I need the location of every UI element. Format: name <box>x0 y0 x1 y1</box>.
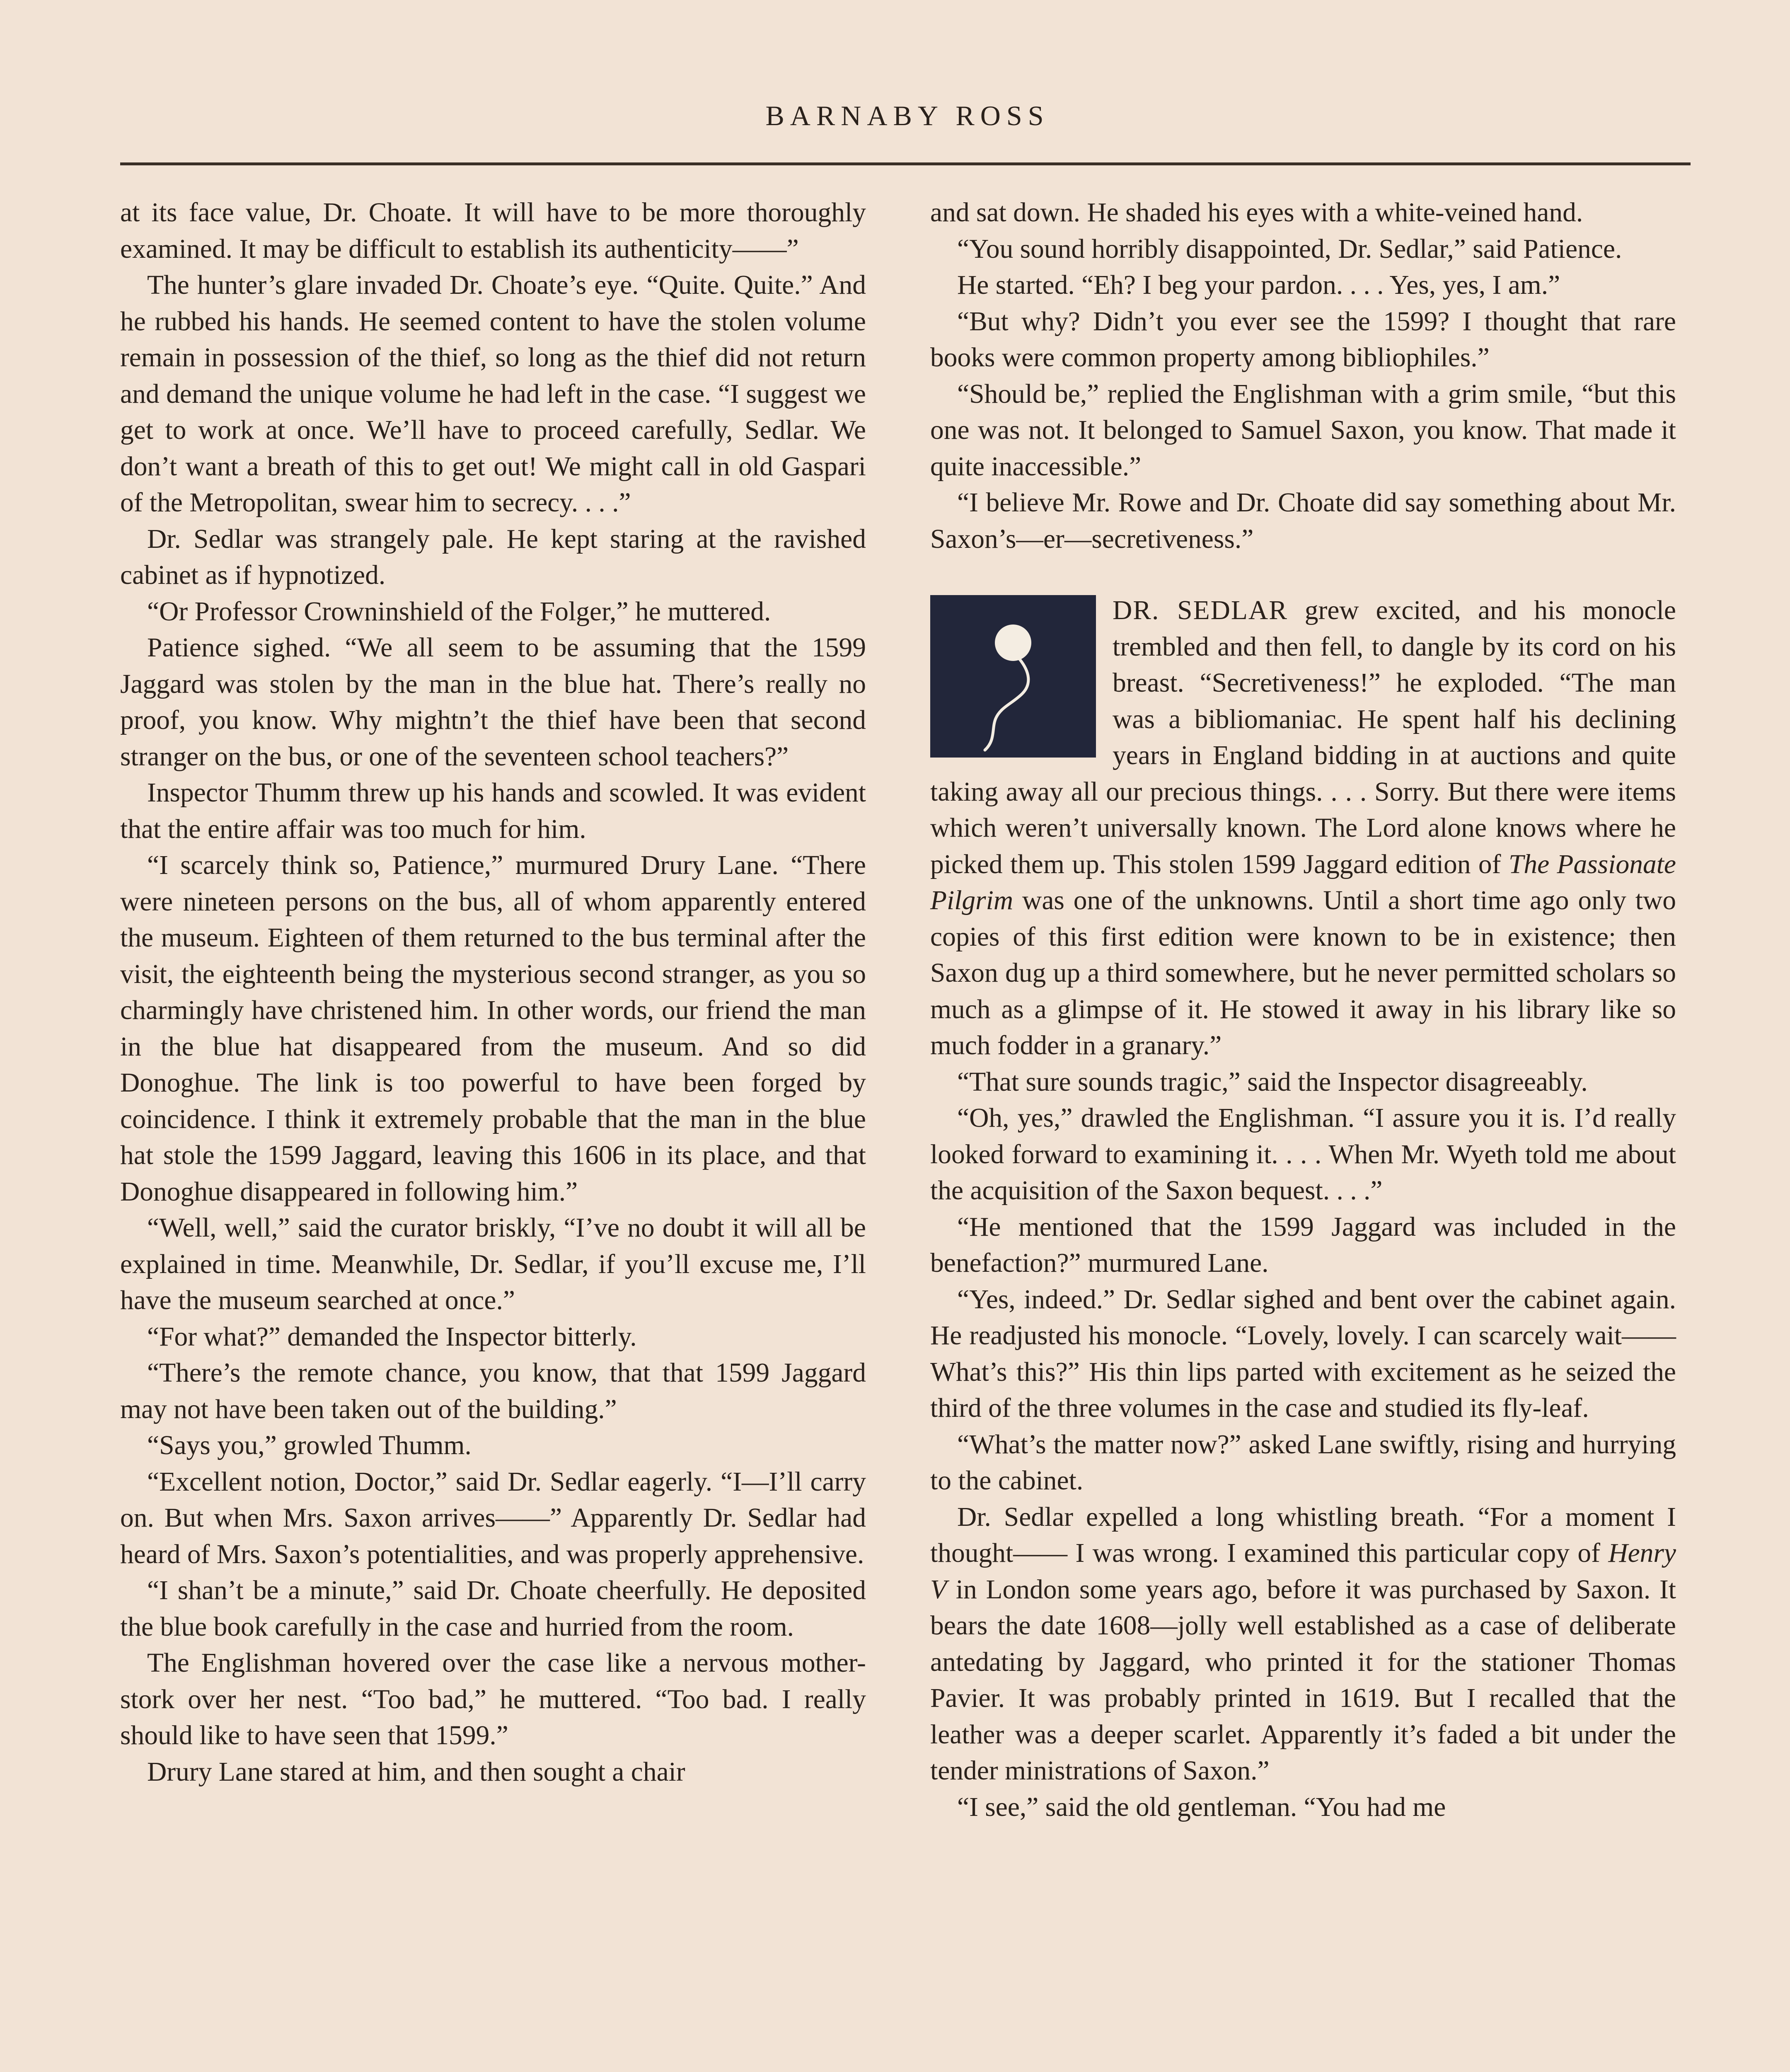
paragraph-text: Dr. Sedlar expelled a long whistling breath. “For a moment I thought—— I was wrong. I examined this particular copy of <box>930 1502 1676 1568</box>
paragraph: “Oh, yes,” drawled the Englishman. “I assure you it is. I’d really looked forward to examining it. . . . When Mr. Wyeth told me about the acquisition of the Saxon bequest. . . .” <box>930 1103 1676 1205</box>
paragraph: “I scarcely think so, Patience,” murmured Drury Lane. “There were nineteen persons on the bus, all of whom apparently entered the museum. Eighteen of them returned to the bus terminal after the visit, the eighteenth being the mysterious second stranger, as you so charmingly have christened him. In other words, our friend the man in the blue hat disappeared from the museum. And so did Donoghue. The link is too powerful to have been forged by coincidence. I think it extremely probable that the man in the blue hat stole the 1599 Jaggard, leaving this 1606 in its place, and that Donoghue disappeared in following him.” <box>120 850 866 1207</box>
paragraph: Inspector Thumm threw up his hands and scowled. It was evident that the entire affair was too much for him. <box>120 778 866 844</box>
paragraph: Drury Lane stared at him, and then sought a chair <box>147 1757 685 1787</box>
paragraph: “Excellent notion, Doctor,” said Dr. Sedlar eagerly. “I—I’ll carry on. But when Mrs. Saxon arrives——” Apparently Dr. Sedlar had heard of Mrs. Saxon’s potentialities, and was properly apprehensive. <box>120 1467 866 1569</box>
lead-in: DR. SEDLAR <box>1113 595 1288 625</box>
running-title: BARNABY ROSS <box>765 100 1050 131</box>
paragraph: “That sure sounds tragic,” said the Inspector disagreeably. <box>957 1067 1588 1097</box>
paragraph: “Yes, indeed.” Dr. Sedlar sighed and bent over the cabinet again. He readjusted his monocle. “Lovely, lovely. I can scarcely wait—— What’s this?” His thin lips parted with excitement as he seized the third of the three volumes in the case and studied its fly-leaf. <box>930 1284 1676 1423</box>
section-opening-paragraph <box>930 593 1676 1064</box>
paragraph <box>930 1499 1676 1789</box>
paragraph: The hunter’s glare invaded Dr. Choate’s eye. “Quite. Quite.” And he rubbed his hands. He seemed content to have the stolen volume remain in possession of the thief, so long as the thief did not return and demand the unique volume he had left in the case. “I suggest we get to work at once. We’ll have to proceed carefully, Sedlar. We don’t want a breath of this to get out! We might call in old Gaspari of the Metropolitan, swear him to secrecy. . . .” <box>120 270 866 518</box>
paragraph: Dr. Sedlar was strangely pale. He kept staring at the ravished cabinet as if hypnotized. <box>120 524 866 590</box>
paragraph: “Or Professor Crowninshield of the Folger,” he muttered. <box>147 596 771 627</box>
paragraph: “There’s the remote chance, you know, that that 1599 Jaggard may not have been taken out of the building.” <box>120 1358 866 1424</box>
paragraph: “Says you,” growled Thumm. <box>147 1431 472 1460</box>
paragraph-text: in London some years ago, before it was purchased by Saxon. It bears the date 1608—jolly well established as a case of deliberate antedating by Jaggard, who printed it for the stationer Thomas Pavier. It was probably printed in 1619. But I recalled that the leather was a deeper scarlet. Apparently it’s faded a bit under the tender ministrations of Saxon.” <box>930 1574 1676 1786</box>
paragraph: “I see,” said the old gentleman. “You had me <box>957 1792 1446 1822</box>
book-title: Henry V <box>930 1538 1676 1605</box>
left-column <box>120 195 866 1790</box>
paragraph: at its face value, Dr. Choate. It will have to be more thoroughly examined. It may be difficult to establish its authenticity——” <box>120 198 866 264</box>
paragraph: “For what?” demanded the Inspector bitterly. <box>147 1322 637 1352</box>
paragraph: “Should be,” replied the Englishman with a grim smile, “but this one was not. It belonged to Samuel Saxon, you know. That made it quite inaccessible.” <box>930 379 1676 482</box>
paragraph: “You sound horribly disappointed, Dr. Sedlar,” said Patience. <box>957 234 1622 264</box>
right-column <box>930 195 1676 1825</box>
moon-and-thread-ornament-icon <box>930 595 1096 758</box>
book-title: The Passionate Pilgrim <box>930 849 1676 915</box>
paragraph: The Englishman hovered over the case like a nervous mother-stork over her nest. “Too bad,” he muttered. “Too bad. I really should like to have seen that 1599.” <box>120 1648 866 1750</box>
paragraph: and sat down. He shaded his eyes with a white-veined hand. <box>930 198 1583 228</box>
paragraph: “I shan’t be a minute,” said Dr. Choate cheerfully. He deposited the blue book carefully in the case and hurried from the room. <box>120 1576 866 1642</box>
paragraph: “But why? Didn’t you ever see the 1599? I thought that rare books were common property among bibliophiles.” <box>930 306 1676 373</box>
paragraph: “What’s the matter now?” asked Lane swiftly, rising and hurrying to the cabinet. <box>930 1429 1676 1496</box>
header-rule <box>120 162 1691 165</box>
paragraph: “I believe Mr. Rowe and Dr. Choate did say something about Mr. Saxon’s—er—secretiveness.” <box>930 488 1676 554</box>
paragraph: “He mentioned that the 1599 Jaggard was included in the benefaction?” murmured Lane. <box>930 1212 1676 1278</box>
paragraph-text: grew excited, and his monocle trembled and then fell, to dangle by its cord on his breast. “Secretiveness!” he exploded. “The man was a bibliomaniac. He spent half his declining years in England bidding in at auctions and quite taking away all our precious things. . . . Sorry. But there were items which weren’t universally known. The Lord alone knows where he picked them up. This stolen 1599 Jaggard edition of <box>930 595 1676 879</box>
paragraph: “Well, well,” said the curator briskly, “I’ve no doubt it will all be explained in time. Meanwhile, Dr. Sedlar, if you’ll excuse me, I’ll have the museum searched at once.” <box>120 1213 866 1315</box>
paragraph-text: was one of the unknowns. Until a short time ago only two copies of this first edition were known to be in existence; then Saxon dug up a third somewhere, but he never permitted scholars so much as a glimpse of it. He stowed it away in his library like so much fodder in a granary.” <box>930 886 1676 1060</box>
paragraph: He started. “Eh? I beg your pardon. . . . Yes, yes, I am.” <box>957 270 1560 300</box>
paragraph: Patience sighed. “We all seem to be assuming that the 1599 Jaggard was stolen by the man in the blue hat. There’s really no proof, you know. Why mightn’t the thief have been that second stranger on the bus, or one of the seventeen school teachers?” <box>120 633 866 772</box>
